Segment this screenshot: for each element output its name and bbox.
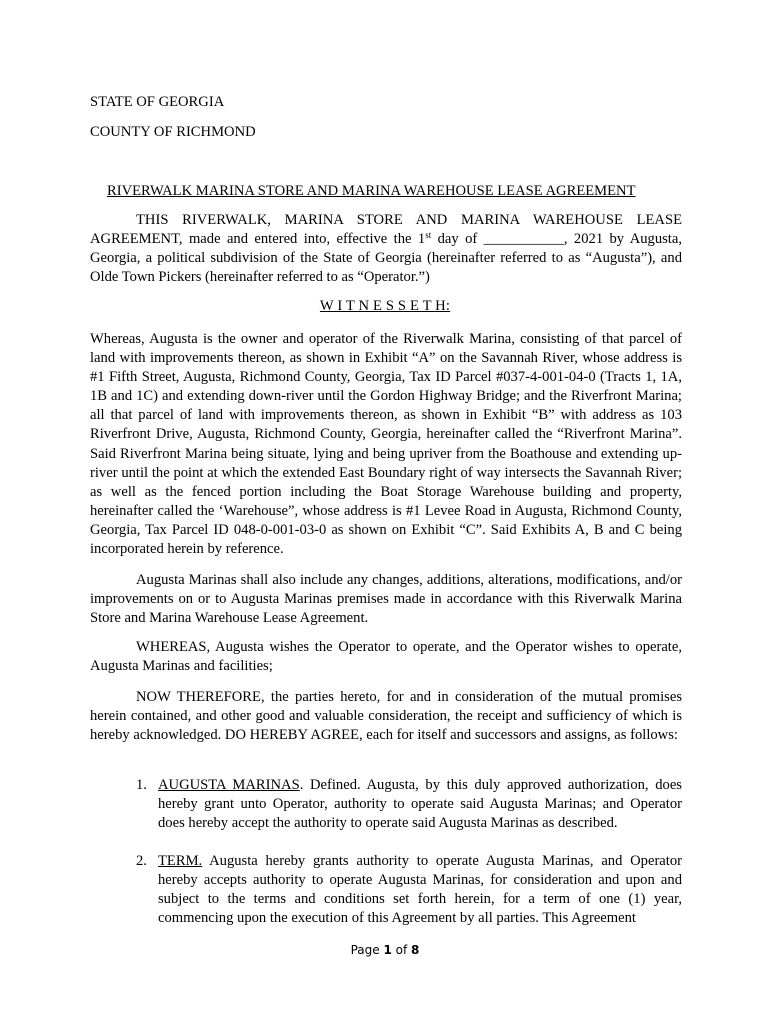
whereas-paragraph-2: WHEREAS, Augusta wishes the Operator to operate, and the Operator wishes to operate, Augusta Marinas and facilities; (90, 639, 682, 675)
list-item-body (158, 852, 682, 928)
now-therefore-paragraph: NOW THEREFORE, the parties hereto, for and in consideration of the mutual promises herein contained, and other good and valuable consideration, the receipt and sufficiency of which is hereby acknowledged. DO HEREBY AGREE, each for itself and successors and assigns, as follows: (90, 689, 682, 744)
list-item-body (158, 776, 682, 833)
list-item-number: 1. (136, 777, 147, 793)
list-item-heading: AUGUSTA MARINAS (158, 777, 300, 793)
page-word: Page (350, 943, 384, 957)
page-footer (0, 943, 770, 957)
list-item-heading: TERM. (158, 853, 203, 869)
agreement-title: RIVERWALK MARINA STORE AND MARINA WAREHOUSE LEASE AGREEMENT (107, 183, 636, 199)
intro-text-2: day of ___________, 2021 by Augusta, Georgia, a political subdivision of the State of Georgia (hereinafter referred to as “Augusta”), and Olde Town Pickers (hereinafter referred to as “Operator.”) (90, 231, 682, 286)
whereas-paragraph-1: Whereas, Augusta is the owner and operator of the Riverwalk Marina, consisting of that parcel of land with improvements thereon, as shown in Exhibit “A” on the Savannah River, whose address is #1 Fifth Street, Augusta, Richmond County, Georgia, Tax ID Parcel #037-4-001-04-0 (Tracts 1, 1A, 1B and 1C) and extending down-river until the Gordon Highway Bridge; and the Riverfront Marina; all that parcel of land with improvements thereon, as shown in Exhibit “B” with address as 103 Riverfront Drive, Augusta, Richmond County, Georgia, hereinafter called the “Riverfront Marina”. Said Riverfront Marina being situate, lying and being upriver from the Boathouse and extending up-river until the point at which the extended East Boundary right of way intersects the Savannah River; as well as the fenced portion including the Boat Storage Warehouse building and property, hereinafter called the ‘Warehouse”, whose address is #1 Levee Road in Augusta, Richmond County, Georgia, Tax Parcel ID 048-0-001-03-0 as shown on Exhibit “C”. Said Exhibits A, B and C being incorporated herein by reference. (90, 331, 682, 558)
list-item-number: 2. (136, 853, 147, 869)
county-heading: COUNTY OF RICHMOND (90, 124, 256, 140)
list-item (136, 776, 682, 833)
intro-superscript: st (425, 230, 432, 241)
state-heading: STATE OF GEORGIA (90, 94, 225, 110)
page-number: 1 (383, 943, 392, 957)
augusta-marinas-paragraph: Augusta Marinas shall also include any changes, additions, alterations, modifications, and/or improvements on or to Augusta Marinas premises made in accordance with this Riverwalk Marina Store and Marina Warehouse Lease Agreement. (90, 572, 682, 627)
list-item-text: Augusta hereby grants authority to operate Augusta Marinas, and Operator hereby accepts authority to operate Augusta Marinas, for consideration and upon and subject to the terms and conditions set forth herein, for a term of one (1) year, commencing upon the execution of this Agreement by all parties. This Agreement (158, 853, 682, 927)
list-item (136, 852, 682, 928)
of-word: of (391, 943, 412, 957)
intro-text-1: THIS RIVERWALK, MARINA STORE AND MARINA WAREHOUSE LEASE AGREEMENT, made and entered into, effective the 1 (90, 212, 682, 248)
page-total: 8 (411, 943, 420, 957)
intro-paragraph (90, 211, 682, 287)
list-item-text: . Defined. Augusta, by this duly approved authorization, does hereby grant unto Operator, authority to operate said Augusta Marinas; and Operator does hereby accept the authority to operate said Augusta Marinas as described. (158, 777, 682, 832)
witnesseth-heading: W I T N E S S E T H: (319, 298, 451, 314)
